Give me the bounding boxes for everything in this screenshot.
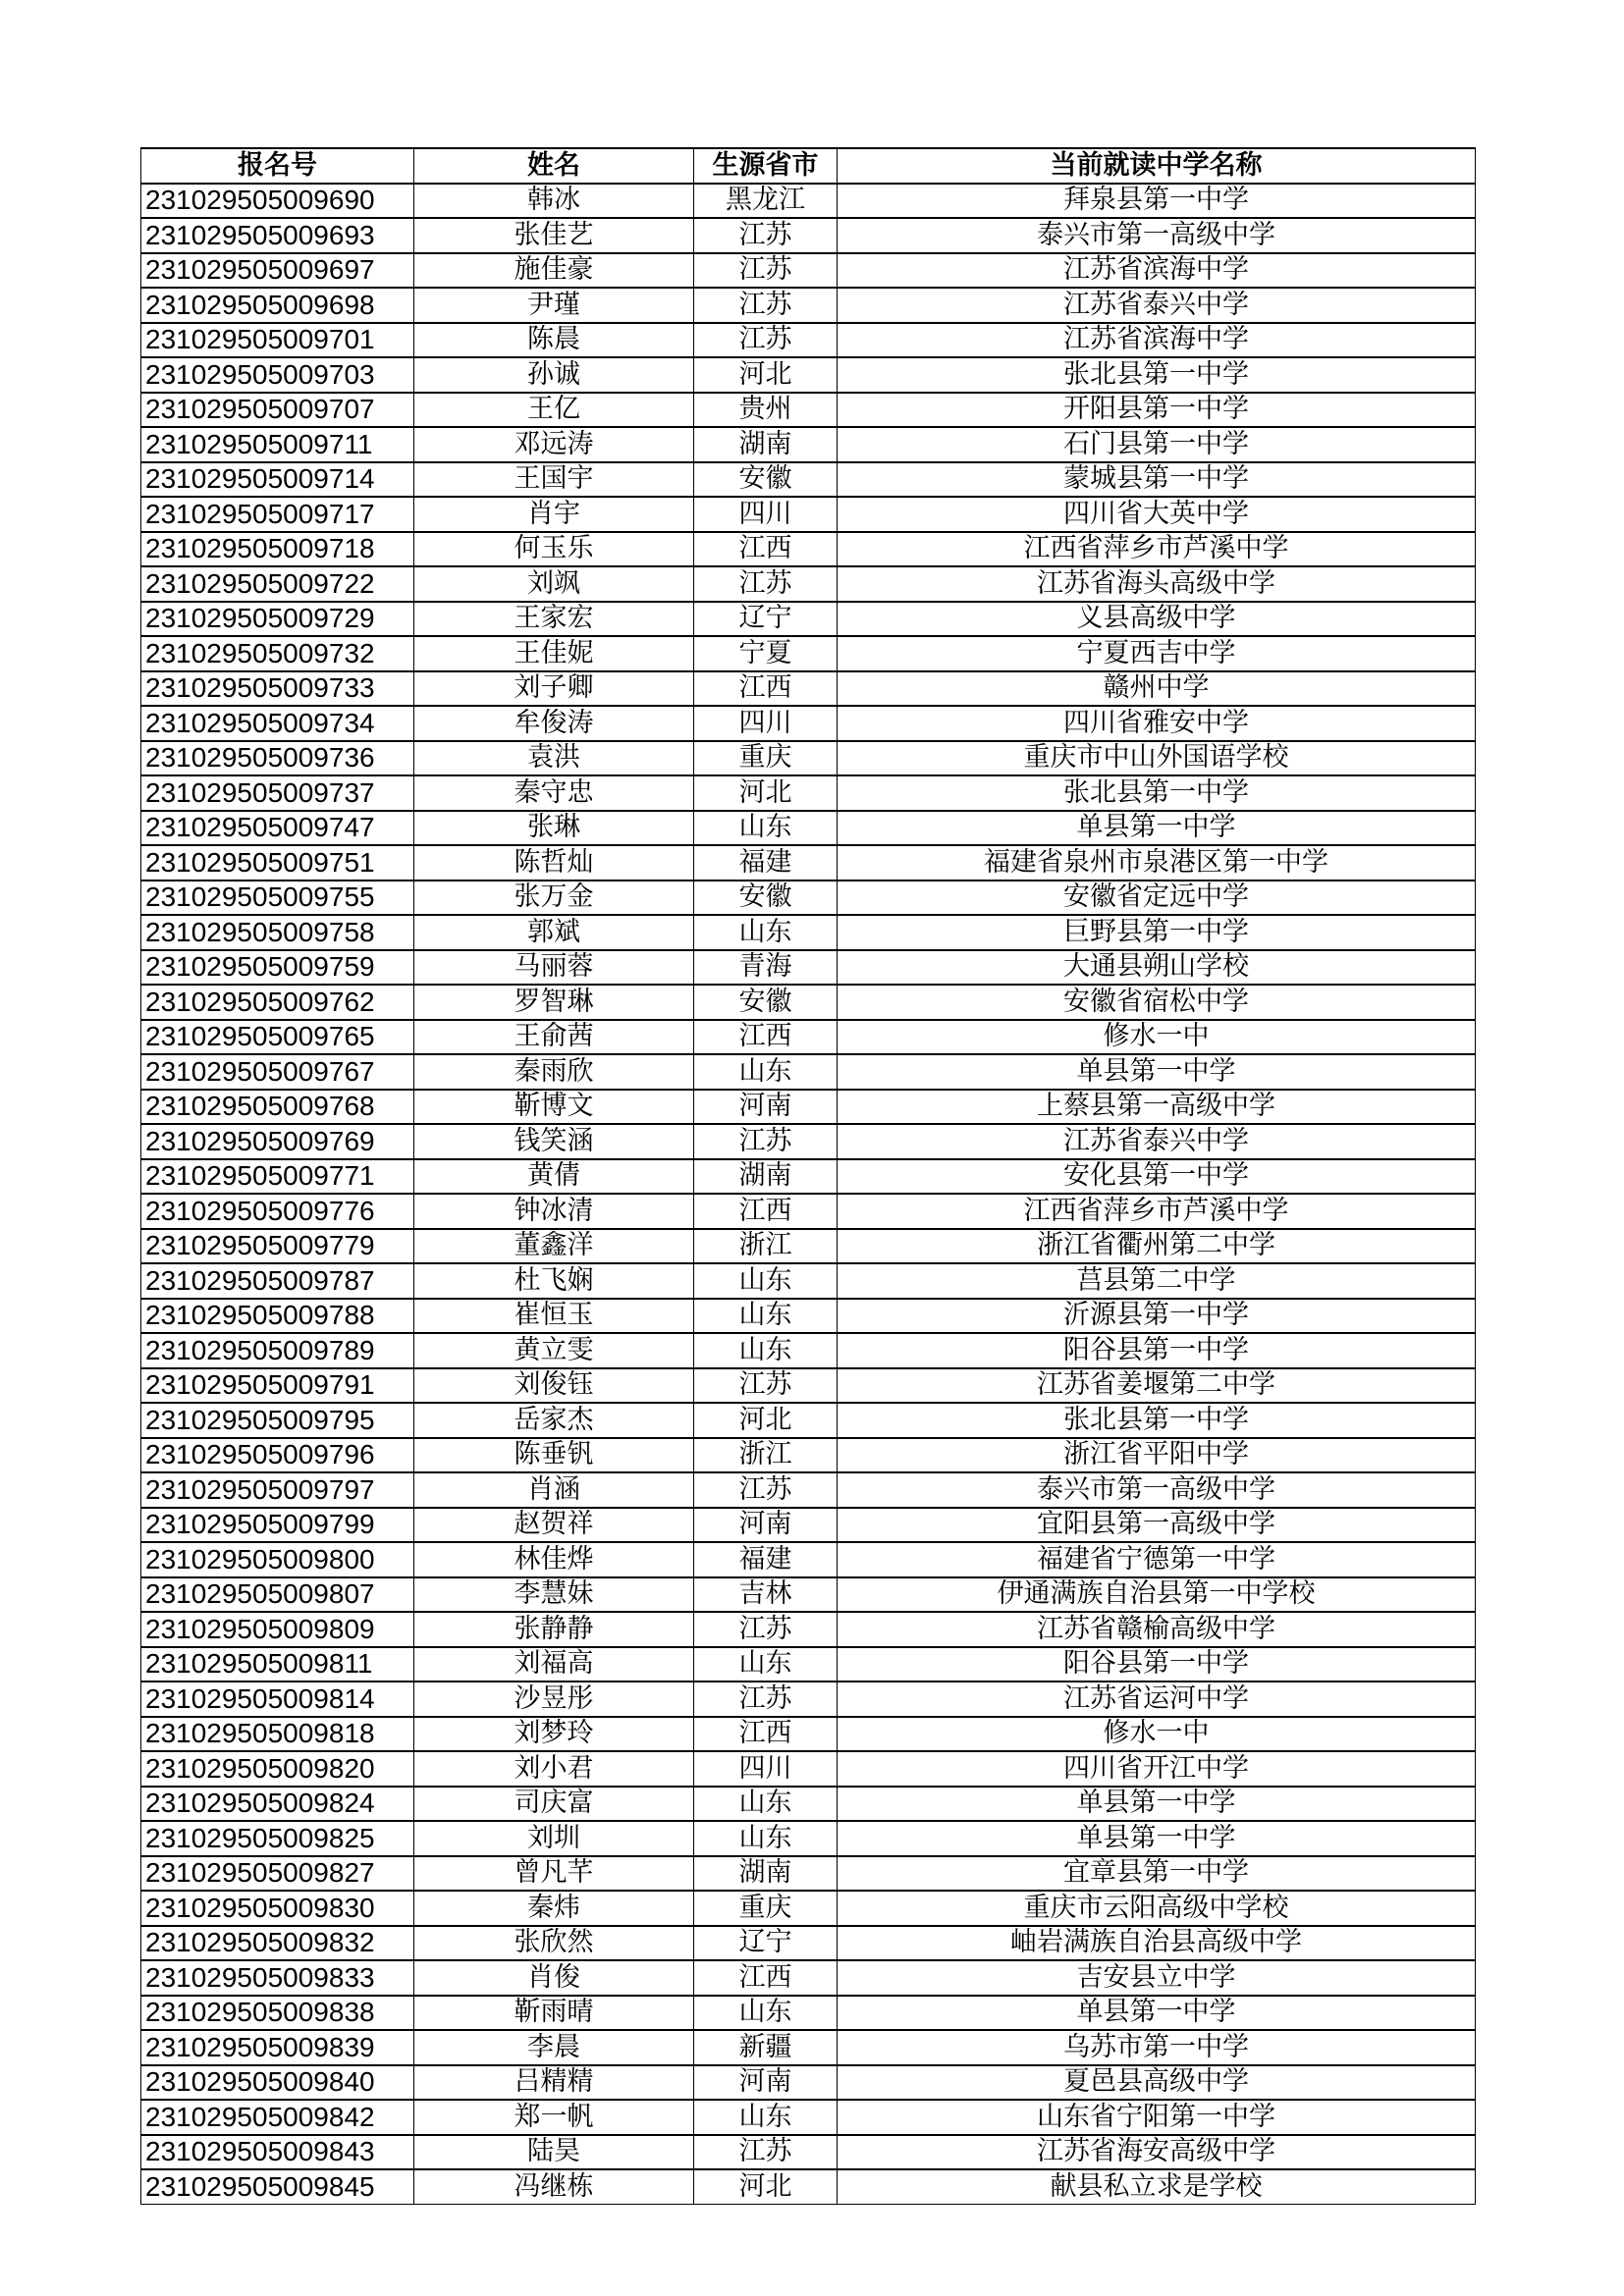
cell-name: 吕精精	[414, 2065, 694, 2101]
cell-registration-number: 231029505009791	[141, 1368, 414, 1404]
table-row	[141, 253, 1476, 289]
cell-registration-number: 231029505009714	[141, 462, 414, 498]
table-row	[141, 2169, 1476, 2204]
cell-source-province: 安徽	[694, 881, 838, 916]
cell-source-province: 湖南	[694, 427, 838, 462]
cell-source-province: 江西	[694, 1194, 838, 1229]
cell-registration-number: 231029505009818	[141, 1717, 414, 1752]
cell-source-province: 江苏	[694, 1612, 838, 1647]
cell-name: 王家宏	[414, 602, 694, 637]
cell-registration-number: 231029505009796	[141, 1438, 414, 1473]
cell-source-province: 山东	[694, 1054, 838, 1090]
cell-name: 孙诚	[414, 357, 694, 393]
cell-name: 崔恒玉	[414, 1299, 694, 1334]
table-row	[141, 1194, 1476, 1229]
cell-registration-number: 231029505009736	[141, 741, 414, 776]
cell-name: 张佳艺	[414, 218, 694, 253]
cell-source-province: 河南	[694, 1508, 838, 1543]
cell-registration-number: 231029505009762	[141, 985, 414, 1020]
cell-current-school: 单县第一中学	[838, 811, 1476, 846]
table-row	[141, 1787, 1476, 1822]
table-row	[141, 1751, 1476, 1787]
cell-registration-number: 231029505009751	[141, 845, 414, 881]
cell-registration-number: 231029505009779	[141, 1229, 414, 1264]
cell-registration-number: 231029505009718	[141, 532, 414, 567]
table-row	[141, 1612, 1476, 1647]
table-row	[141, 706, 1476, 741]
cell-name: 刘圳	[414, 1821, 694, 1856]
cell-name: 董鑫洋	[414, 1229, 694, 1264]
cell-name: 尹瑾	[414, 288, 694, 323]
cell-current-school: 巨野县第一中学	[838, 915, 1476, 950]
table-row	[141, 1717, 1476, 1752]
cell-registration-number: 231029505009769	[141, 1124, 414, 1159]
cell-source-province: 福建	[694, 845, 838, 881]
cell-registration-number: 231029505009820	[141, 1751, 414, 1787]
cell-registration-number: 231029505009827	[141, 1856, 414, 1892]
cell-current-school: 江西省萍乡市芦溪中学	[838, 532, 1476, 567]
cell-current-school: 夏邑县高级中学	[838, 2065, 1476, 2101]
cell-source-province: 山东	[694, 811, 838, 846]
table-row	[141, 427, 1476, 462]
cell-registration-number: 231029505009814	[141, 1682, 414, 1717]
table-body	[141, 184, 1476, 2205]
cell-source-province: 河北	[694, 775, 838, 811]
cell-name: 肖宇	[414, 497, 694, 532]
cell-source-province: 安徽	[694, 985, 838, 1020]
cell-registration-number: 231029505009711	[141, 427, 414, 462]
table-row	[141, 2100, 1476, 2135]
cell-current-school: 张北县第一中学	[838, 775, 1476, 811]
table-row	[141, 1403, 1476, 1438]
table-header-row	[141, 148, 1476, 184]
table-row	[141, 1472, 1476, 1508]
table-row	[141, 532, 1476, 567]
cell-current-school: 江苏省海头高级中学	[838, 566, 1476, 602]
table-row	[141, 1647, 1476, 1682]
header-current-school: 当前就读中学名称	[838, 148, 1476, 184]
table-row	[141, 1229, 1476, 1264]
cell-name: 马丽蓉	[414, 950, 694, 986]
table-row	[141, 602, 1476, 637]
cell-name: 施佳豪	[414, 253, 694, 289]
cell-registration-number: 231029505009717	[141, 497, 414, 532]
cell-source-province: 江西	[694, 532, 838, 567]
cell-name: 钱笑涵	[414, 1124, 694, 1159]
cell-name: 秦守忠	[414, 775, 694, 811]
cell-source-province: 山东	[694, 2100, 838, 2135]
cell-name: 刘子卿	[414, 671, 694, 707]
cell-source-province: 河北	[694, 2169, 838, 2204]
cell-source-province: 江苏	[694, 1472, 838, 1508]
table-row	[141, 393, 1476, 428]
cell-name: 沙昱彤	[414, 1682, 694, 1717]
table-row	[141, 1996, 1476, 2031]
cell-current-school: 江苏省姜堰第二中学	[838, 1368, 1476, 1404]
table-row	[141, 881, 1476, 916]
table-row	[141, 1891, 1476, 1926]
table-row	[141, 775, 1476, 811]
cell-current-school: 宜章县第一中学	[838, 1856, 1476, 1892]
cell-source-province: 山东	[694, 1263, 838, 1299]
cell-source-province: 河北	[694, 357, 838, 393]
cell-source-province: 新疆	[694, 2030, 838, 2065]
cell-current-school: 山东省宁阳第一中学	[838, 2100, 1476, 2135]
cell-registration-number: 231029505009698	[141, 288, 414, 323]
table-row	[141, 1020, 1476, 1055]
cell-name: 刘俊钰	[414, 1368, 694, 1404]
cell-current-school: 江苏省运河中学	[838, 1682, 1476, 1717]
cell-name: 刘小君	[414, 1751, 694, 1787]
cell-current-school: 大通县朔山学校	[838, 950, 1476, 986]
cell-source-province: 湖南	[694, 1159, 838, 1195]
cell-source-province: 江苏	[694, 253, 838, 289]
cell-name: 韩冰	[414, 184, 694, 219]
cell-current-school: 江苏省赣榆高级中学	[838, 1612, 1476, 1647]
cell-current-school: 安化县第一中学	[838, 1159, 1476, 1195]
cell-source-province: 宁夏	[694, 636, 838, 671]
cell-source-province: 辽宁	[694, 602, 838, 637]
cell-current-school: 上蔡县第一高级中学	[838, 1090, 1476, 1125]
table-row	[141, 811, 1476, 846]
cell-current-school: 赣州中学	[838, 671, 1476, 707]
cell-registration-number: 231029505009747	[141, 811, 414, 846]
header-registration-number: 报名号	[141, 148, 414, 184]
cell-current-school: 单县第一中学	[838, 1996, 1476, 2031]
cell-name: 钟冰清	[414, 1194, 694, 1229]
cell-name: 靳博文	[414, 1090, 694, 1125]
cell-registration-number: 231029505009758	[141, 915, 414, 950]
table-row	[141, 1856, 1476, 1892]
table-row	[141, 1124, 1476, 1159]
cell-name: 司庆富	[414, 1787, 694, 1822]
cell-name: 何玉乐	[414, 532, 694, 567]
cell-current-school: 拜泉县第一中学	[838, 184, 1476, 219]
cell-name: 张万金	[414, 881, 694, 916]
cell-name: 肖俊	[414, 1960, 694, 1996]
header-source-province: 生源省市	[694, 148, 838, 184]
cell-name: 王亿	[414, 393, 694, 428]
cell-name: 黄立雯	[414, 1333, 694, 1368]
cell-registration-number: 231029505009759	[141, 950, 414, 986]
cell-registration-number: 231029505009840	[141, 2065, 414, 2101]
cell-current-school: 福建省泉州市泉港区第一中学	[838, 845, 1476, 881]
cell-source-province: 山东	[694, 915, 838, 950]
cell-source-province: 山东	[694, 1821, 838, 1856]
cell-source-province: 江苏	[694, 2135, 838, 2170]
cell-registration-number: 231029505009701	[141, 323, 414, 358]
cell-name: 袁洪	[414, 741, 694, 776]
cell-registration-number: 231029505009832	[141, 1926, 414, 1961]
table-row	[141, 323, 1476, 358]
table-row	[141, 462, 1476, 498]
cell-registration-number: 231029505009722	[141, 566, 414, 602]
cell-current-school: 泰兴市第一高级中学	[838, 218, 1476, 253]
cell-source-province: 江西	[694, 1717, 838, 1752]
cell-source-province: 江苏	[694, 288, 838, 323]
cell-name: 赵贺祥	[414, 1508, 694, 1543]
table-row	[141, 950, 1476, 986]
cell-current-school: 江苏省滨海中学	[838, 323, 1476, 358]
table-row	[141, 985, 1476, 1020]
cell-registration-number: 231029505009789	[141, 1333, 414, 1368]
cell-current-school: 阳谷县第一中学	[838, 1647, 1476, 1682]
cell-name: 李慧妹	[414, 1577, 694, 1613]
table-row	[141, 1159, 1476, 1195]
cell-registration-number: 231029505009737	[141, 775, 414, 811]
cell-name: 刘飒	[414, 566, 694, 602]
cell-registration-number: 231029505009842	[141, 2100, 414, 2135]
cell-name: 陈哲灿	[414, 845, 694, 881]
cell-current-school: 张北县第一中学	[838, 1403, 1476, 1438]
cell-current-school: 重庆市中山外国语学校	[838, 741, 1476, 776]
cell-name: 郭斌	[414, 915, 694, 950]
table-row	[141, 184, 1476, 219]
cell-registration-number: 231029505009833	[141, 1960, 414, 1996]
cell-source-province: 江西	[694, 671, 838, 707]
cell-name: 靳雨晴	[414, 1996, 694, 2031]
cell-registration-number: 231029505009755	[141, 881, 414, 916]
cell-name: 王国宇	[414, 462, 694, 498]
cell-current-school: 岫岩满族自治县高级中学	[838, 1926, 1476, 1961]
cell-current-school: 安徽省定远中学	[838, 881, 1476, 916]
cell-name: 张静静	[414, 1612, 694, 1647]
cell-name: 邓远涛	[414, 427, 694, 462]
cell-current-school: 开阳县第一中学	[838, 393, 1476, 428]
table-row	[141, 1299, 1476, 1334]
cell-source-province: 江苏	[694, 1368, 838, 1404]
cell-registration-number: 231029505009830	[141, 1891, 414, 1926]
cell-name: 肖涵	[414, 1472, 694, 1508]
table-row	[141, 218, 1476, 253]
cell-source-province: 四川	[694, 1751, 838, 1787]
cell-registration-number: 231029505009703	[141, 357, 414, 393]
cell-source-province: 辽宁	[694, 1926, 838, 1961]
table-row	[141, 1368, 1476, 1404]
cell-registration-number: 231029505009800	[141, 1542, 414, 1577]
cell-source-province: 重庆	[694, 741, 838, 776]
cell-registration-number: 231029505009799	[141, 1508, 414, 1543]
cell-registration-number: 231029505009787	[141, 1263, 414, 1299]
cell-source-province: 江苏	[694, 1682, 838, 1717]
cell-registration-number: 231029505009807	[141, 1577, 414, 1613]
cell-current-school: 福建省宁德第一中学	[838, 1542, 1476, 1577]
cell-name: 秦雨欣	[414, 1054, 694, 1090]
cell-current-school: 四川省大英中学	[838, 497, 1476, 532]
cell-source-province: 四川	[694, 706, 838, 741]
cell-source-province: 吉林	[694, 1577, 838, 1613]
table-row	[141, 1926, 1476, 1961]
cell-current-school: 江西省萍乡市芦溪中学	[838, 1194, 1476, 1229]
cell-registration-number: 231029505009839	[141, 2030, 414, 2065]
table-row	[141, 1263, 1476, 1299]
cell-registration-number: 231029505009788	[141, 1299, 414, 1334]
table-row	[141, 671, 1476, 707]
cell-current-school: 浙江省平阳中学	[838, 1438, 1476, 1473]
cell-name: 陈晨	[414, 323, 694, 358]
cell-name: 曾凡芊	[414, 1856, 694, 1892]
cell-registration-number: 231029505009768	[141, 1090, 414, 1125]
cell-source-province: 山东	[694, 1647, 838, 1682]
cell-source-province: 浙江	[694, 1229, 838, 1264]
cell-name: 李晨	[414, 2030, 694, 2065]
cell-registration-number: 231029505009733	[141, 671, 414, 707]
table-row	[141, 1542, 1476, 1577]
cell-current-school: 义县高级中学	[838, 602, 1476, 637]
table-row	[141, 1333, 1476, 1368]
cell-source-province: 黑龙江	[694, 184, 838, 219]
cell-current-school: 献县私立求是学校	[838, 2169, 1476, 2204]
cell-source-province: 江苏	[694, 323, 838, 358]
cell-current-school: 张北县第一中学	[838, 357, 1476, 393]
cell-source-province: 湖南	[694, 1856, 838, 1892]
table-row	[141, 1090, 1476, 1125]
cell-name: 刘梦玲	[414, 1717, 694, 1752]
cell-name: 刘福高	[414, 1647, 694, 1682]
table-row	[141, 1438, 1476, 1473]
cell-current-school: 四川省雅安中学	[838, 706, 1476, 741]
table-row	[141, 1054, 1476, 1090]
cell-current-school: 单县第一中学	[838, 1821, 1476, 1856]
cell-registration-number: 231029505009843	[141, 2135, 414, 2170]
table-row	[141, 1508, 1476, 1543]
cell-source-province: 福建	[694, 1542, 838, 1577]
cell-name: 冯继栋	[414, 2169, 694, 2204]
cell-registration-number: 231029505009811	[141, 1647, 414, 1682]
cell-source-province: 安徽	[694, 462, 838, 498]
cell-name: 张欣然	[414, 1926, 694, 1961]
cell-current-school: 莒县第二中学	[838, 1263, 1476, 1299]
cell-current-school: 沂源县第一中学	[838, 1299, 1476, 1334]
cell-current-school: 浙江省衢州第二中学	[838, 1229, 1476, 1264]
table-row	[141, 1577, 1476, 1613]
admission-roster-table	[140, 147, 1476, 2205]
table-row	[141, 288, 1476, 323]
cell-name: 王俞茜	[414, 1020, 694, 1055]
cell-current-school: 修水一中	[838, 1020, 1476, 1055]
cell-source-province: 江西	[694, 1020, 838, 1055]
cell-registration-number: 231029505009729	[141, 602, 414, 637]
table-row	[141, 741, 1476, 776]
cell-current-school: 单县第一中学	[838, 1787, 1476, 1822]
cell-name: 牟俊涛	[414, 706, 694, 741]
cell-current-school: 单县第一中学	[838, 1054, 1476, 1090]
cell-registration-number: 231029505009795	[141, 1403, 414, 1438]
cell-current-school: 泰兴市第一高级中学	[838, 1472, 1476, 1508]
cell-current-school: 修水一中	[838, 1717, 1476, 1752]
table-row	[141, 357, 1476, 393]
table-row	[141, 2135, 1476, 2170]
cell-registration-number: 231029505009797	[141, 1472, 414, 1508]
cell-registration-number: 231029505009697	[141, 253, 414, 289]
cell-current-school: 石门县第一中学	[838, 427, 1476, 462]
cell-name: 岳家杰	[414, 1403, 694, 1438]
cell-registration-number: 231029505009838	[141, 1996, 414, 2031]
header-name: 姓名	[414, 148, 694, 184]
cell-current-school: 江苏省滨海中学	[838, 253, 1476, 289]
cell-source-province: 重庆	[694, 1891, 838, 1926]
table-row	[141, 566, 1476, 602]
cell-registration-number: 231029505009732	[141, 636, 414, 671]
cell-name: 黄倩	[414, 1159, 694, 1195]
cell-source-province: 山东	[694, 1787, 838, 1822]
cell-current-school: 江苏省泰兴中学	[838, 1124, 1476, 1159]
cell-name: 郑一帆	[414, 2100, 694, 2135]
table-row	[141, 497, 1476, 532]
cell-registration-number: 231029505009809	[141, 1612, 414, 1647]
cell-source-province: 四川	[694, 497, 838, 532]
table-row	[141, 1960, 1476, 1996]
cell-current-school: 安徽省宿松中学	[838, 985, 1476, 1020]
cell-source-province: 江苏	[694, 1124, 838, 1159]
cell-source-province: 江苏	[694, 218, 838, 253]
cell-registration-number: 231029505009767	[141, 1054, 414, 1090]
cell-source-province: 江苏	[694, 566, 838, 602]
cell-registration-number: 231029505009776	[141, 1194, 414, 1229]
cell-current-school: 阳谷县第一中学	[838, 1333, 1476, 1368]
cell-name: 罗智琳	[414, 985, 694, 1020]
cell-current-school: 宁夏西吉中学	[838, 636, 1476, 671]
table-row	[141, 845, 1476, 881]
cell-source-province: 河南	[694, 1090, 838, 1125]
cell-name: 秦炜	[414, 1891, 694, 1926]
cell-source-province: 青海	[694, 950, 838, 986]
cell-registration-number: 231029505009845	[141, 2169, 414, 2204]
cell-name: 张琳	[414, 811, 694, 846]
cell-current-school: 宜阳县第一高级中学	[838, 1508, 1476, 1543]
table-row	[141, 636, 1476, 671]
cell-registration-number: 231029505009824	[141, 1787, 414, 1822]
cell-source-province: 山东	[694, 1996, 838, 2031]
cell-source-province: 河南	[694, 2065, 838, 2101]
cell-current-school: 吉安县立中学	[838, 1960, 1476, 1996]
table-row	[141, 2065, 1476, 2101]
cell-name: 杜飞娴	[414, 1263, 694, 1299]
table-row	[141, 2030, 1476, 2065]
table-row	[141, 1682, 1476, 1717]
cell-source-province: 浙江	[694, 1438, 838, 1473]
cell-registration-number: 231029505009825	[141, 1821, 414, 1856]
cell-source-province: 贵州	[694, 393, 838, 428]
cell-source-province: 山东	[694, 1299, 838, 1334]
cell-name: 陈垂钒	[414, 1438, 694, 1473]
cell-name: 王佳妮	[414, 636, 694, 671]
cell-registration-number: 231029505009765	[141, 1020, 414, 1055]
cell-name: 林佳烨	[414, 1542, 694, 1577]
table-row	[141, 1821, 1476, 1856]
cell-registration-number: 231029505009707	[141, 393, 414, 428]
cell-source-province: 河北	[694, 1403, 838, 1438]
cell-registration-number: 231029505009693	[141, 218, 414, 253]
cell-current-school: 江苏省海安高级中学	[838, 2135, 1476, 2170]
cell-source-province: 江西	[694, 1960, 838, 1996]
table-row	[141, 915, 1476, 950]
cell-registration-number: 231029505009771	[141, 1159, 414, 1195]
cell-name: 陆昊	[414, 2135, 694, 2170]
cell-current-school: 乌苏市第一中学	[838, 2030, 1476, 2065]
cell-current-school: 伊通满族自治县第一中学校	[838, 1577, 1476, 1613]
cell-registration-number: 231029505009734	[141, 706, 414, 741]
cell-registration-number: 231029505009690	[141, 184, 414, 219]
cell-current-school: 蒙城县第一中学	[838, 462, 1476, 498]
admission-roster-sheet	[140, 147, 1475, 2205]
cell-current-school: 四川省开江中学	[838, 1751, 1476, 1787]
cell-source-province: 山东	[694, 1333, 838, 1368]
cell-current-school: 江苏省泰兴中学	[838, 288, 1476, 323]
cell-current-school: 重庆市云阳高级中学校	[838, 1891, 1476, 1926]
